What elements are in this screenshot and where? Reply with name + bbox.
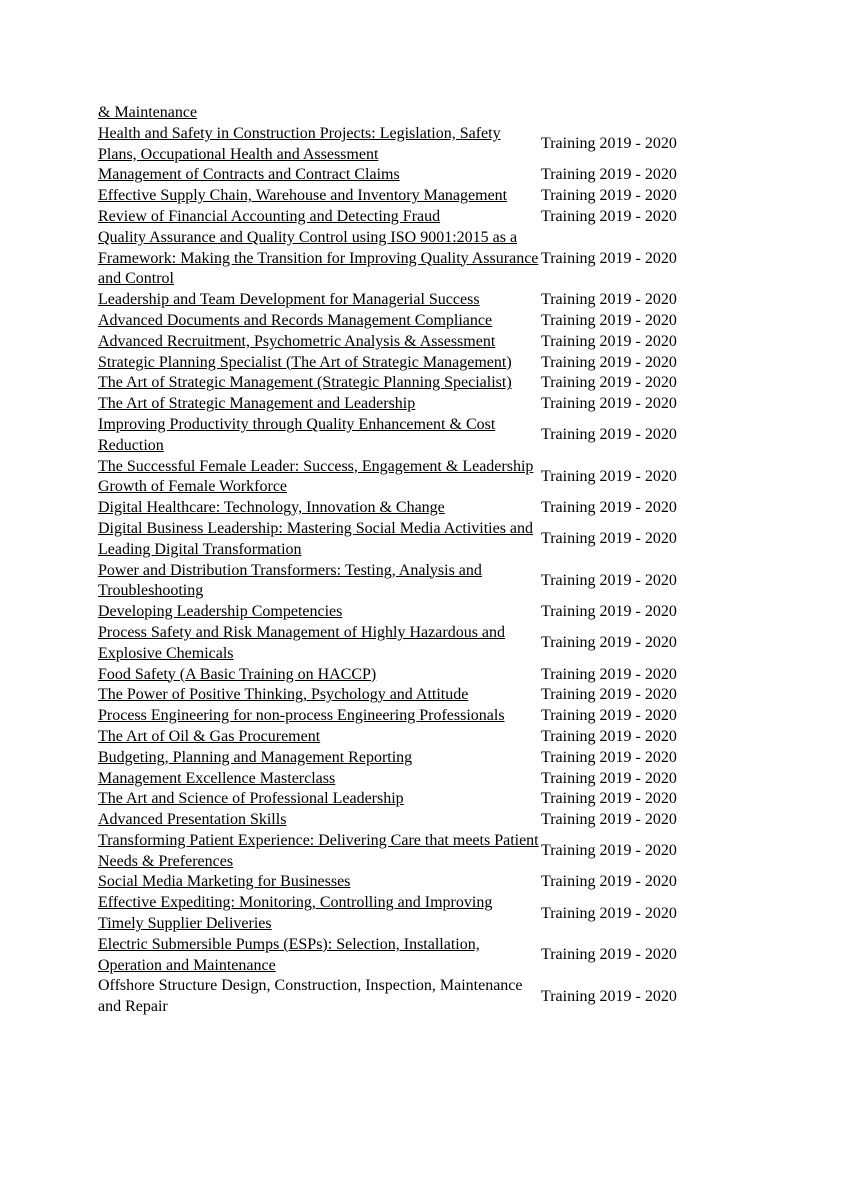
course-period: Training 2019 - 2020 xyxy=(541,842,677,860)
course-title-cell xyxy=(98,748,541,769)
course-title-cell xyxy=(98,519,541,561)
course-row xyxy=(98,415,698,457)
course-title-cell xyxy=(98,665,541,686)
course-title-cell xyxy=(98,165,541,186)
course-title-cell xyxy=(98,561,541,603)
course-period xyxy=(541,103,698,124)
course-row xyxy=(98,685,698,706)
course-row xyxy=(98,665,698,686)
course-period: Training 2019 - 2020 xyxy=(541,603,677,621)
course-title-link[interactable]: Strategic Planning Specialist (The Art of Strategic Management) xyxy=(98,353,512,371)
course-title-cell xyxy=(98,394,541,415)
course-row xyxy=(98,353,698,374)
course-title-cell xyxy=(98,706,541,727)
course-row xyxy=(98,831,698,873)
course-row xyxy=(98,186,698,207)
course-row xyxy=(98,332,698,353)
course-list-body xyxy=(98,103,698,1018)
course-row xyxy=(98,602,698,623)
course-title-link[interactable]: The Power of Positive Thinking, Psychology and Attitude xyxy=(98,686,469,704)
course-period: Training 2019 - 2020 xyxy=(541,332,677,350)
course-title-cell xyxy=(98,373,541,394)
course-title-cell xyxy=(98,976,541,1018)
course-title-link[interactable]: Transforming Patient Experience: Delivering Care that meets Patient Needs & Preferences xyxy=(98,831,539,870)
course-title-link[interactable]: Advanced Documents and Records Management Compliance xyxy=(98,311,493,329)
course-title-link[interactable]: Power and Distribution Transformers: Testing, Analysis and Troubleshooting xyxy=(98,561,482,600)
course-title-link[interactable]: Process Engineering for non-process Engineering Professionals xyxy=(98,707,505,725)
course-row xyxy=(98,228,698,290)
course-title-link[interactable]: & Maintenance xyxy=(98,104,198,121)
course-title-cell xyxy=(98,769,541,790)
course-title-link[interactable]: The Art of Strategic Management and Leadership xyxy=(98,395,416,413)
course-period: Training 2019 - 2020 xyxy=(541,811,677,829)
course-title-link[interactable]: The Successful Female Leader: Success, Engagement & Leadership Growth of Female Workforce xyxy=(98,457,534,496)
course-period: Training 2019 - 2020 xyxy=(541,707,677,725)
course-title-text: Offshore Structure Design, Construction, Inspection, Maintenance and Repair xyxy=(98,977,523,1016)
course-period: Training 2019 - 2020 xyxy=(541,499,677,517)
course-title-link[interactable]: Social Media Marketing for Businesses xyxy=(98,873,351,891)
course-title-cell xyxy=(98,623,541,665)
course-title-link[interactable]: Digital Healthcare: Technology, Innovation & Change xyxy=(98,499,445,517)
course-period: Training 2019 - 2020 xyxy=(541,353,677,371)
course-title-link[interactable]: Health and Safety in Construction Projects: Legislation, Safety Plans, Occupational Health and Assessment xyxy=(98,124,501,163)
course-title-cell xyxy=(98,103,541,124)
course-row xyxy=(98,498,698,519)
course-title-link[interactable]: Quality Assurance and Quality Control using ISO 9001:2015 as a Framework: Making the Transition for Improving Quality Assurance and Control xyxy=(98,228,539,288)
course-period: Training 2019 - 2020 xyxy=(541,946,677,964)
course-title-link[interactable]: Process Safety and Risk Management of Highly Hazardous and Explosive Chemicals xyxy=(98,623,506,662)
course-period: Training 2019 - 2020 xyxy=(541,249,677,267)
course-row xyxy=(98,519,698,561)
course-title-cell xyxy=(98,602,541,623)
course-title-cell xyxy=(98,290,541,311)
course-title-cell xyxy=(98,893,541,935)
course-title-link[interactable]: Digital Business Leadership: Mastering Social Media Activities and Leading Digital Transformation xyxy=(98,519,534,558)
course-row xyxy=(98,561,698,603)
course-title-link[interactable]: Advanced Presentation Skills xyxy=(98,811,287,829)
course-row xyxy=(98,623,698,665)
course-period: Training 2019 - 2020 xyxy=(541,395,677,413)
course-row xyxy=(98,373,698,394)
course-row xyxy=(98,769,698,790)
course-period: Training 2019 - 2020 xyxy=(541,207,677,225)
course-period: Training 2019 - 2020 xyxy=(541,987,677,1005)
course-period: Training 2019 - 2020 xyxy=(541,790,677,808)
course-row xyxy=(98,290,698,311)
course-title-link[interactable]: Leadership and Team Development for Managerial Success xyxy=(98,291,480,309)
course-period: Training 2019 - 2020 xyxy=(541,426,677,444)
course-period: Training 2019 - 2020 xyxy=(541,686,677,704)
course-title-cell xyxy=(98,311,541,332)
course-row xyxy=(98,893,698,935)
course-title-link[interactable]: Management Excellence Masterclass xyxy=(98,769,336,787)
course-row xyxy=(98,103,698,124)
course-title-link[interactable]: Advanced Recruitment, Psychometric Analysis & Assessment xyxy=(98,332,496,350)
course-period: Training 2019 - 2020 xyxy=(541,904,677,922)
course-period: Training 2019 - 2020 xyxy=(541,748,677,766)
course-title-link[interactable]: The Art and Science of Professional Leadership xyxy=(98,790,404,808)
course-period: Training 2019 - 2020 xyxy=(541,374,677,392)
course-title-link[interactable]: The Art of Oil & Gas Procurement xyxy=(98,727,321,745)
course-title-cell xyxy=(98,457,541,499)
course-title-link[interactable]: The Art of Strategic Management (Strategic Planning Specialist) xyxy=(98,374,512,392)
course-title-link[interactable]: Developing Leadership Competencies xyxy=(98,603,343,621)
course-row xyxy=(98,748,698,769)
course-title-link[interactable]: Effective Expediting: Monitoring, Controlling and Improving Timely Supplier Deliveries xyxy=(98,894,493,933)
course-title-link[interactable]: Effective Supply Chain, Warehouse and Inventory Management xyxy=(98,187,508,205)
course-title-cell xyxy=(98,789,541,810)
course-row xyxy=(98,935,698,977)
course-period: Training 2019 - 2020 xyxy=(541,467,677,485)
course-title-link[interactable]: Electric Submersible Pumps (ESPs): Selection, Installation, Operation and Maintenance xyxy=(98,935,480,974)
course-title-cell xyxy=(98,228,541,290)
course-period: Training 2019 - 2020 xyxy=(541,571,677,589)
course-title-cell xyxy=(98,186,541,207)
course-row xyxy=(98,727,698,748)
course-row xyxy=(98,706,698,727)
course-title-cell xyxy=(98,353,541,374)
course-period: Training 2019 - 2020 xyxy=(541,634,677,652)
course-list-table xyxy=(98,103,698,1018)
course-title-cell xyxy=(98,498,541,519)
course-row xyxy=(98,976,698,1018)
course-period: Training 2019 - 2020 xyxy=(541,665,677,683)
course-title-cell xyxy=(98,810,541,831)
course-title-cell xyxy=(98,727,541,748)
course-row xyxy=(98,124,698,166)
course-period: Training 2019 - 2020 xyxy=(541,291,677,309)
course-title-link[interactable]: Improving Productivity through Quality Enhancement & Cost Reduction xyxy=(98,415,496,454)
course-period: Training 2019 - 2020 xyxy=(541,769,677,787)
course-title-cell xyxy=(98,872,541,893)
course-period: Training 2019 - 2020 xyxy=(541,135,677,153)
course-row xyxy=(98,872,698,893)
course-title-cell xyxy=(98,415,541,457)
course-title-cell xyxy=(98,207,541,228)
course-row xyxy=(98,789,698,810)
course-period: Training 2019 - 2020 xyxy=(541,727,677,745)
course-row xyxy=(98,810,698,831)
course-row xyxy=(98,457,698,499)
course-title-cell xyxy=(98,935,541,977)
course-row xyxy=(98,207,698,228)
course-period: Training 2019 - 2020 xyxy=(541,530,677,548)
course-row xyxy=(98,311,698,332)
course-title-link[interactable]: Review of Financial Accounting and Detecting Fraud xyxy=(98,207,441,225)
course-row xyxy=(98,165,698,186)
course-period: Training 2019 - 2020 xyxy=(541,187,677,205)
course-period: Training 2019 - 2020 xyxy=(541,166,677,184)
course-title-link[interactable]: Budgeting, Planning and Management Reporting xyxy=(98,748,413,766)
course-row xyxy=(98,394,698,415)
course-title-cell xyxy=(98,332,541,353)
course-title-link[interactable]: Food Safety (A Basic Training on HACCP) xyxy=(98,665,377,683)
course-title-link[interactable]: Management of Contracts and Contract Claims xyxy=(98,166,400,184)
course-title-cell xyxy=(98,831,541,873)
course-title-cell xyxy=(98,124,541,166)
course-title-cell xyxy=(98,685,541,706)
course-period: Training 2019 - 2020 xyxy=(541,311,677,329)
course-period: Training 2019 - 2020 xyxy=(541,873,677,891)
